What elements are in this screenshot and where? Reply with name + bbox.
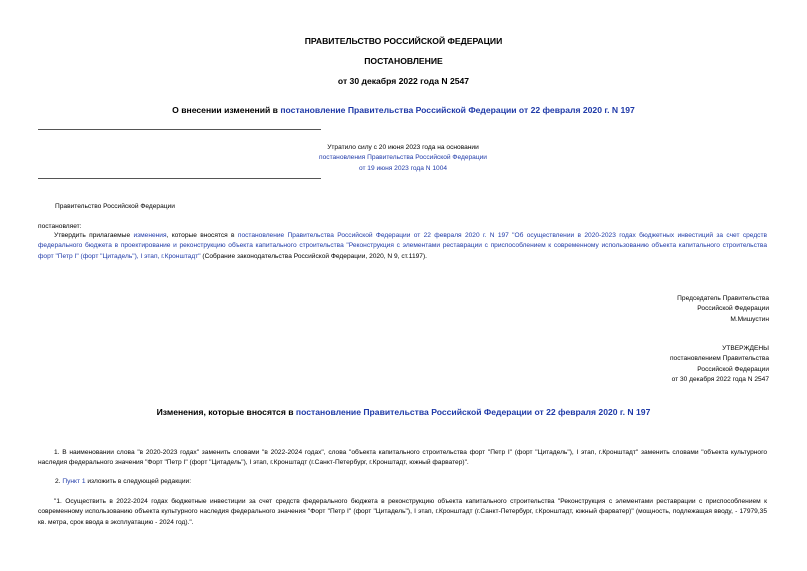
document-title	[0, 105, 807, 115]
doc-type-heading: ПОСТАНОВЛЕНИЕ	[364, 56, 443, 66]
p1-mid: , которые вносятся в	[166, 232, 238, 239]
signature-block	[469, 294, 769, 325]
item2-number: 2.	[55, 478, 63, 485]
signature-org: Российской Федерации	[697, 305, 769, 313]
status-link-date[interactable]: от 19 июня 2023 года N 1004	[358, 164, 448, 172]
divider-bottom	[38, 178, 321, 179]
divider-top	[38, 129, 321, 130]
status-line: Утратило силу с 20 июня 2023 года на основании	[327, 144, 479, 151]
changes-title	[0, 407, 807, 417]
signature-position: Председатель Правительства	[677, 295, 769, 302]
signature-name: М.Мишустин	[730, 315, 769, 323]
approved-line3: Российской Федерации	[697, 365, 769, 373]
status-note	[298, 143, 508, 174]
approved-block	[469, 344, 769, 386]
changes-title-prefix: Изменения, которые вносятся в	[156, 407, 296, 417]
title-prefix: О внесении изменений в	[172, 105, 281, 115]
doc-date-number: от 30 декабря 2022 года N 2547	[337, 76, 470, 86]
body-decides: постановляет:	[38, 223, 82, 230]
p1-start: Утвердить прилагаемые	[54, 232, 134, 239]
issuer-heading: ПРАВИТЕЛЬСТВО РОССИЙСКОЙ ФЕДЕРАЦИИ	[304, 36, 503, 46]
approved-line2: постановлением Правительства	[669, 355, 769, 363]
approved-heading: УТВЕРЖДЕНЫ	[722, 345, 769, 352]
p1-link-changes[interactable]: изменения	[133, 232, 167, 239]
approved-date: от 30 декабря 2022 года N 2547	[671, 376, 769, 384]
p1-link-decree[interactable]: постановление Правительства Российской Федерации от 22 февраля 2020 г. N 197 "Об осуществлении в 2020-2023 годах бюджетных инвестиций за счет средств федерального бюджета в проектирование и реконструкцию объекта капитального строительства "Реконструкция с элементами реставрации с приспособлением к современному использованию объекта капитального строительства форт "Петр I" (форт "Цитадель"), I этап, г.Кронштадт"	[38, 232, 767, 260]
item2-link[interactable]: Пункт 1	[62, 478, 86, 485]
p1-end: (Собрание законодательства Российской Федерации, 2020, N 9, ст.1197).	[200, 252, 427, 260]
status-link-decree[interactable]: постановления Правительства Российской Федерации	[319, 154, 487, 162]
change-item-1: 1. В наименовании слова "в 2020-2023 годах" заменить словами "в 2022-2024 годах", слова "объекта капитального строительства форт "Петр I" (форт "Цитадель"), I этап, г.Кронштадт" заменить словами "объекта культурного наследия федерального значения "Форт "Петр I" (форт "Цитадель"), I этап, г.Кронштадт (г.Санкт-Петербург, г.Кронштадт, южный фарватер)".	[38, 449, 767, 467]
changes-title-link[interactable]: постановление Правительства Российской Федерации от 22 февраля 2020 г. N 197	[295, 407, 651, 417]
title-link[interactable]: постановление Правительства Российской Федерации от 22 февраля 2020 г. N 197	[280, 105, 635, 115]
body-paragraph	[38, 231, 767, 262]
change-item-2	[55, 477, 191, 487]
item2-rest: изложить в следующей редакции:	[85, 478, 192, 485]
change-item-3: "1. Осуществить в 2022-2024 годах бюджетные инвестиции за счет средств федерального бюджета в реконструкцию объекта капитального строительства "Реконструкция с элементами реставрации с приспособлением к современному использованию объекта культурного наследия федерального значения "Форт "Петр I" (форт "Цитадель"), I этап, г.Кронштадт (г.Санкт-Петербург, г.Кронштадт, южный фарватер)" (мощность, подлежащая вводу, - 17979,35 кв. метра, срок ввода в эксплуатацию - 2024 год).".	[38, 498, 767, 526]
body-government: Правительство Российской Федерации	[55, 203, 175, 210]
